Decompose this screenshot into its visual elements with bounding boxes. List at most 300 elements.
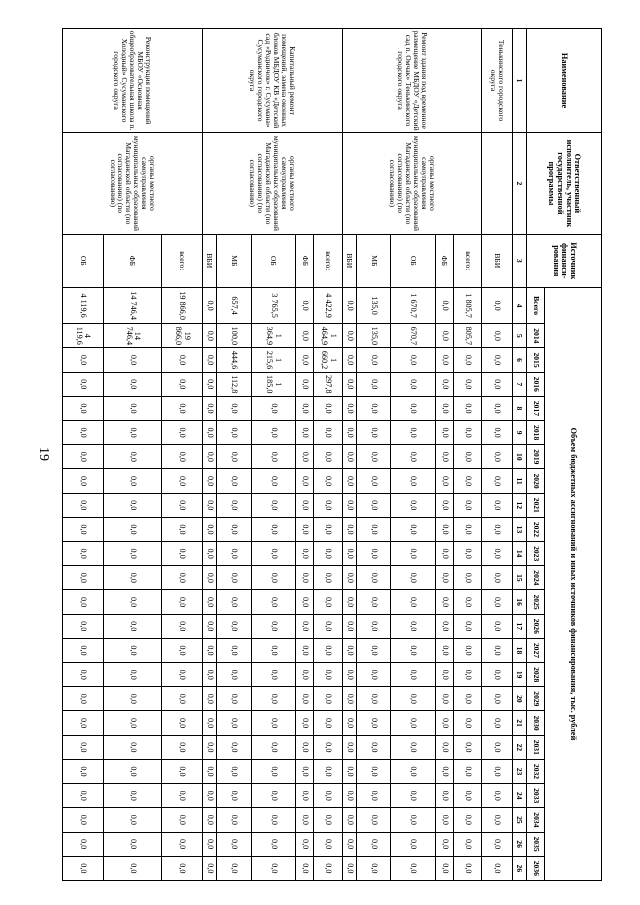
value-cell: 0,0 (296, 469, 314, 493)
value-cell: 0,0 (217, 542, 251, 566)
value-cell: 0,0 (296, 590, 314, 614)
value-cell: 0,0 (63, 590, 104, 614)
year-cell: 2018 (527, 421, 545, 445)
value-cell: 0,0 (251, 590, 296, 614)
value-cell: 0,0 (217, 735, 251, 759)
value-cell: 0,0 (435, 663, 453, 687)
value-cell: 0,0 (63, 832, 104, 856)
value-cell: 0,0 (342, 711, 356, 735)
value-cell: 0,0 (314, 517, 342, 541)
source-cell: ОБ (63, 234, 104, 287)
value-cell: 0,0 (202, 445, 216, 469)
value-cell: 0,0 (356, 759, 390, 783)
value-cell: 0,0 (342, 287, 356, 323)
value-cell: 0,0 (162, 711, 203, 735)
value-cell: 0,0 (314, 542, 342, 566)
value-cell: 0,0 (296, 784, 314, 808)
value-cell: 0,0 (391, 784, 436, 808)
value-cell: 0,0 (63, 348, 104, 372)
value-cell: 0,0 (342, 687, 356, 711)
year-cell: 2031 (527, 735, 545, 759)
column-number: 10 (512, 445, 526, 469)
value-cell: 0,0 (482, 324, 512, 348)
value-cell: 0,0 (251, 614, 296, 638)
value-cell: 0,0 (482, 590, 512, 614)
value-cell: 0,0 (454, 493, 482, 517)
value-cell: 0,0 (103, 517, 162, 541)
value-cell: 0,0 (314, 445, 342, 469)
value-cell: 0,0 (296, 566, 314, 590)
value-cell: 0,0 (314, 614, 342, 638)
value-cell: 0,0 (103, 566, 162, 590)
year-cell: 2029 (527, 687, 545, 711)
value-cell: 0,0 (63, 856, 104, 880)
column-number: 1 (512, 29, 526, 133)
value-cell: 0,0 (162, 493, 203, 517)
value-cell: 0,0 (217, 445, 251, 469)
value-cell: 0,0 (356, 808, 390, 832)
value-cell: 0,0 (482, 517, 512, 541)
value-cell: 0,0 (296, 687, 314, 711)
source-cell: ФБ (103, 234, 162, 287)
column-number: 12 (512, 493, 526, 517)
value-cell: 0,0 (435, 614, 453, 638)
value-cell: 0,0 (314, 711, 342, 735)
value-cell: 0,0 (356, 856, 390, 880)
value-cell: 0,0 (435, 856, 453, 880)
value-cell: 0,0 (162, 759, 203, 783)
year-cell: 2036 (527, 856, 545, 880)
value-cell: 0,0 (217, 784, 251, 808)
value-cell: 0,0 (435, 517, 453, 541)
value-cell: 0,0 (314, 421, 342, 445)
table-row (454, 29, 482, 881)
value-cell: 0,0 (202, 590, 216, 614)
value-cell: 0,0 (63, 493, 104, 517)
value-cell: 0,0 (342, 663, 356, 687)
value-cell: 0,0 (356, 784, 390, 808)
value-cell: 0,0 (342, 566, 356, 590)
value-cell: 0,0 (202, 687, 216, 711)
value-cell: 0,0 (251, 445, 296, 469)
value-cell: 19 866,0 (162, 324, 203, 348)
value-cell: 0,0 (251, 469, 296, 493)
value-cell: 0,0 (356, 687, 390, 711)
value-cell: 0,0 (454, 348, 482, 372)
value-cell: 0,0 (435, 287, 453, 323)
value-cell: 0,0 (356, 566, 390, 590)
column-number: 4 (512, 287, 526, 323)
value-cell: 0,0 (217, 711, 251, 735)
value-cell: 805,7 (454, 324, 482, 348)
value-cell: 0,0 (103, 396, 162, 420)
value-cell: 0,0 (454, 566, 482, 590)
value-cell: 0,0 (342, 542, 356, 566)
value-cell: 0,0 (251, 808, 296, 832)
column-number: 23 (512, 759, 526, 783)
value-cell: 0,0 (103, 687, 162, 711)
value-cell: 0,0 (296, 759, 314, 783)
value-cell: 0,0 (103, 638, 162, 662)
value-cell: 0,0 (202, 663, 216, 687)
year-cell: 2023 (527, 542, 545, 566)
year-cell: 2025 (527, 590, 545, 614)
value-cell: 0,0 (342, 590, 356, 614)
value-cell: 0,0 (251, 517, 296, 541)
value-cell: 0,0 (356, 638, 390, 662)
value-cell: 0,0 (482, 542, 512, 566)
value-cell: 0,0 (103, 832, 162, 856)
value-cell: 0,0 (391, 808, 436, 832)
value-cell: 0,0 (217, 663, 251, 687)
value-cell: 0,0 (435, 711, 453, 735)
value-cell: 0,0 (103, 348, 162, 372)
year-cell: 2024 (527, 566, 545, 590)
header-total: Всего (527, 287, 545, 323)
value-cell: 0,0 (202, 784, 216, 808)
value-cell: 0,0 (217, 517, 251, 541)
value-cell: 0,0 (202, 517, 216, 541)
value-cell: 0,0 (435, 590, 453, 614)
value-cell: 0,0 (162, 421, 203, 445)
value-cell: 14 746,4 (103, 324, 162, 348)
source-cell: ОБ (251, 234, 296, 287)
value-cell: 0,0 (217, 856, 251, 880)
value-cell: 0,0 (314, 469, 342, 493)
value-cell: 0,0 (454, 590, 482, 614)
value-cell: 135,0 (356, 324, 390, 348)
value-cell: 0,0 (103, 784, 162, 808)
value-cell: 0,0 (482, 687, 512, 711)
value-cell: 0,0 (162, 784, 203, 808)
table-row (162, 29, 203, 881)
value-cell: 0,0 (296, 421, 314, 445)
table-body (63, 29, 602, 881)
value-cell: 0,0 (356, 735, 390, 759)
value-cell: 0,0 (217, 638, 251, 662)
value-cell: 0,0 (454, 542, 482, 566)
value-cell: 0,0 (391, 590, 436, 614)
value-cell: 0,0 (217, 614, 251, 638)
value-cell: 0,0 (356, 469, 390, 493)
value-cell: 0,0 (482, 808, 512, 832)
value-cell: 0,0 (103, 735, 162, 759)
funding-table (62, 28, 602, 881)
value-cell: 0,0 (454, 759, 482, 783)
program-name-cell: Тенькинского городского округа (482, 29, 512, 133)
value-cell: 0,0 (251, 566, 296, 590)
value-cell: 0,0 (314, 735, 342, 759)
value-cell: 0,0 (342, 638, 356, 662)
value-cell: 0,0 (296, 638, 314, 662)
year-cell: 2026 (527, 614, 545, 638)
value-cell: 0,0 (314, 590, 342, 614)
value-cell: 0,0 (454, 735, 482, 759)
value-cell: 0,0 (296, 542, 314, 566)
value-cell: 0,0 (356, 517, 390, 541)
value-cell: 0,0 (296, 445, 314, 469)
value-cell: 0,0 (435, 687, 453, 711)
column-number: 14 (512, 542, 526, 566)
table-row (482, 29, 512, 881)
value-cell: 0,0 (342, 493, 356, 517)
value-cell: 0,0 (356, 614, 390, 638)
value-cell: 0,0 (454, 808, 482, 832)
value-cell: 0,0 (435, 469, 453, 493)
source-cell: всего: (314, 234, 342, 287)
value-cell: 0,0 (435, 808, 453, 832)
value-cell: 0,0 (296, 287, 314, 323)
value-cell: 0,0 (391, 735, 436, 759)
value-cell: 0,0 (162, 445, 203, 469)
value-cell: 0,0 (314, 687, 342, 711)
value-cell: 0,0 (391, 832, 436, 856)
value-cell: 0,0 (391, 856, 436, 880)
value-cell: 0,0 (251, 759, 296, 783)
value-cell: 0,0 (217, 590, 251, 614)
value-cell: 0,0 (482, 711, 512, 735)
value-cell: 112,8 (217, 372, 251, 396)
year-cell: 2032 (527, 759, 545, 783)
value-cell: 0,0 (482, 445, 512, 469)
value-cell: 0,0 (251, 638, 296, 662)
value-cell: 0,0 (162, 735, 203, 759)
value-cell: 0,0 (342, 372, 356, 396)
value-cell: 0,0 (391, 711, 436, 735)
value-cell: 0,0 (482, 287, 512, 323)
value-cell: 0,0 (103, 542, 162, 566)
column-number: 17 (512, 614, 526, 638)
value-cell: 0,0 (202, 566, 216, 590)
value-cell: 0,0 (251, 784, 296, 808)
value-cell: 0,0 (314, 784, 342, 808)
value-cell: 0,0 (482, 759, 512, 783)
value-cell: 0,0 (251, 687, 296, 711)
value-cell: 0,0 (251, 396, 296, 420)
value-cell: 0,0 (435, 372, 453, 396)
value-cell: 0,0 (482, 566, 512, 590)
value-cell: 0,0 (391, 759, 436, 783)
column-number: 15 (512, 566, 526, 590)
value-cell: 1 660,2 (314, 348, 342, 372)
value-cell: 4 119,6 (63, 287, 104, 323)
value-cell: 0,0 (202, 421, 216, 445)
value-cell: 0,0 (202, 711, 216, 735)
value-cell: 0,0 (103, 614, 162, 638)
header-source: Источник финанси-рования (527, 234, 602, 287)
value-cell: 0,0 (356, 663, 390, 687)
value-cell: 0,0 (435, 638, 453, 662)
value-cell: 0,0 (482, 396, 512, 420)
value-cell: 0,0 (162, 638, 203, 662)
year-cell: 2017 (527, 396, 545, 420)
year-cell: 2034 (527, 808, 545, 832)
value-cell: 0,0 (296, 856, 314, 880)
value-cell: 0,0 (296, 324, 314, 348)
value-cell: 0,0 (251, 542, 296, 566)
value-cell: 0,0 (103, 711, 162, 735)
value-cell: 0,0 (314, 663, 342, 687)
value-cell: 0,0 (314, 566, 342, 590)
value-cell: 0,0 (356, 590, 390, 614)
value-cell: 297,8 (314, 372, 342, 396)
year-cell: 2015 (527, 348, 545, 372)
value-cell: 0,0 (162, 517, 203, 541)
value-cell: 0,0 (251, 856, 296, 880)
year-cell: 2035 (527, 832, 545, 856)
value-cell: 0,0 (217, 396, 251, 420)
column-number: 21 (512, 711, 526, 735)
header-row (545, 29, 602, 881)
page-number: 19 (36, 447, 51, 461)
value-cell: 0,0 (63, 808, 104, 832)
value-cell: 0,0 (63, 372, 104, 396)
value-cell: 0,0 (296, 348, 314, 372)
value-cell: 0,0 (103, 421, 162, 445)
value-cell: 0,0 (202, 614, 216, 638)
value-cell: 0,0 (342, 396, 356, 420)
value-cell: 0,0 (202, 542, 216, 566)
value-cell: 14 746,4 (103, 287, 162, 323)
value-cell: 0,0 (63, 421, 104, 445)
value-cell: 0,0 (296, 493, 314, 517)
value-cell: 0,0 (202, 759, 216, 783)
value-cell: 0,0 (435, 566, 453, 590)
value-cell: 0,0 (391, 614, 436, 638)
value-cell: 0,0 (103, 372, 162, 396)
value-cell: 0,0 (391, 421, 436, 445)
value-cell: 0,0 (482, 493, 512, 517)
value-cell: 0,0 (482, 614, 512, 638)
column-number: 26 (512, 856, 526, 880)
value-cell: 0,0 (202, 287, 216, 323)
value-cell: 0,0 (342, 348, 356, 372)
value-cell: 0,0 (251, 493, 296, 517)
value-cell: 0,0 (314, 808, 342, 832)
value-cell: 0,0 (251, 735, 296, 759)
value-cell: 0,0 (63, 784, 104, 808)
table-row (314, 29, 342, 881)
value-cell: 0,0 (454, 784, 482, 808)
value-cell: 0,0 (356, 493, 390, 517)
value-cell: 0,0 (482, 638, 512, 662)
value-cell: 1 185,0 (251, 372, 296, 396)
source-cell: ВБИ (482, 234, 512, 287)
source-cell: ВБИ (202, 234, 216, 287)
value-cell: 0,0 (217, 493, 251, 517)
value-cell: 0,0 (162, 687, 203, 711)
column-number: 2 (512, 133, 526, 235)
column-number: 26 (512, 832, 526, 856)
column-number: 22 (512, 735, 526, 759)
value-cell: 0,0 (202, 324, 216, 348)
source-cell: МБ (217, 234, 251, 287)
header-funding: Объем бюджетных ассигнований и иных источников финансирования, тыс. рублей (545, 287, 602, 880)
source-cell: ФБ (296, 234, 314, 287)
column-number: 5 (512, 324, 526, 348)
value-cell: 0,0 (435, 348, 453, 372)
value-cell: 0,0 (217, 759, 251, 783)
column-number: 7 (512, 372, 526, 396)
value-cell: 0,0 (391, 566, 436, 590)
value-cell: 0,0 (296, 614, 314, 638)
header-executor: Ответственный исполнитель, участник государственной программы (527, 133, 602, 235)
value-cell: 0,0 (454, 663, 482, 687)
value-cell: 0,0 (356, 348, 390, 372)
value-cell: 0,0 (391, 372, 436, 396)
program-name-cell: Ремонт здания под временное размещение МБДОУ «Детский сад п. Омчак» Тенькинского городского округа (342, 29, 482, 133)
value-cell: 0,0 (314, 759, 342, 783)
value-cell: 0,0 (454, 687, 482, 711)
value-cell: 0,0 (435, 324, 453, 348)
value-cell: 0,0 (63, 663, 104, 687)
value-cell: 0,0 (103, 590, 162, 614)
value-cell: 0,0 (217, 469, 251, 493)
value-cell: 0,0 (342, 856, 356, 880)
value-cell: 0,0 (342, 784, 356, 808)
value-cell: 0,0 (63, 566, 104, 590)
year-cell: 2022 (527, 517, 545, 541)
year-cell: 2019 (527, 445, 545, 469)
value-cell: 0,0 (217, 687, 251, 711)
value-cell: 0,0 (162, 614, 203, 638)
program-name-cell: Реконструкция помещений МБОУ «Основная общеобразовательная школа п. Холодный» Сусуманского городского округа (63, 29, 203, 133)
value-cell: 0,0 (454, 396, 482, 420)
value-cell: 0,0 (391, 663, 436, 687)
value-cell: 0,0 (391, 517, 436, 541)
value-cell: 0,0 (482, 663, 512, 687)
value-cell: 0,0 (63, 469, 104, 493)
value-cell: 19 866,0 (162, 287, 203, 323)
value-cell: 0,0 (103, 445, 162, 469)
value-cell: 0,0 (356, 445, 390, 469)
executor-cell: органы местного самоуправления муниципальных образований Магаданской области (по согласованию) (по согласованию) (342, 133, 482, 235)
value-cell: 1 364,9 (251, 324, 296, 348)
value-cell: 0,0 (251, 421, 296, 445)
value-cell: 0,0 (202, 856, 216, 880)
value-cell: 0,0 (454, 856, 482, 880)
value-cell: 0,0 (63, 542, 104, 566)
value-cell: 0,0 (391, 687, 436, 711)
value-cell: 0,0 (217, 808, 251, 832)
value-cell: 0,0 (217, 566, 251, 590)
year-cell: 2030 (527, 711, 545, 735)
column-number: 16 (512, 590, 526, 614)
column-number: 11 (512, 469, 526, 493)
value-cell: 0,0 (296, 663, 314, 687)
value-cell: 0,0 (162, 856, 203, 880)
year-cell: 2020 (527, 469, 545, 493)
value-cell: 0,0 (103, 808, 162, 832)
value-cell: 0,0 (251, 663, 296, 687)
value-cell: 0,0 (342, 832, 356, 856)
value-cell: 0,0 (63, 396, 104, 420)
value-cell: 0,0 (356, 396, 390, 420)
year-cell: 2033 (527, 784, 545, 808)
value-cell: 0,0 (162, 396, 203, 420)
value-cell: 0,0 (103, 469, 162, 493)
column-number: 18 (512, 638, 526, 662)
value-cell: 0,0 (454, 832, 482, 856)
year-cell: 2021 (527, 493, 545, 517)
value-cell: 4 119,6 (63, 324, 104, 348)
value-cell: 0,0 (217, 421, 251, 445)
value-cell: 0,0 (296, 735, 314, 759)
value-cell: 0,0 (63, 445, 104, 469)
value-cell: 0,0 (202, 396, 216, 420)
executor-cell: органы местного самоуправления муниципальных образований Магаданской области (по согласованию) (по согласованию) (63, 133, 203, 235)
value-cell: 0,0 (103, 856, 162, 880)
